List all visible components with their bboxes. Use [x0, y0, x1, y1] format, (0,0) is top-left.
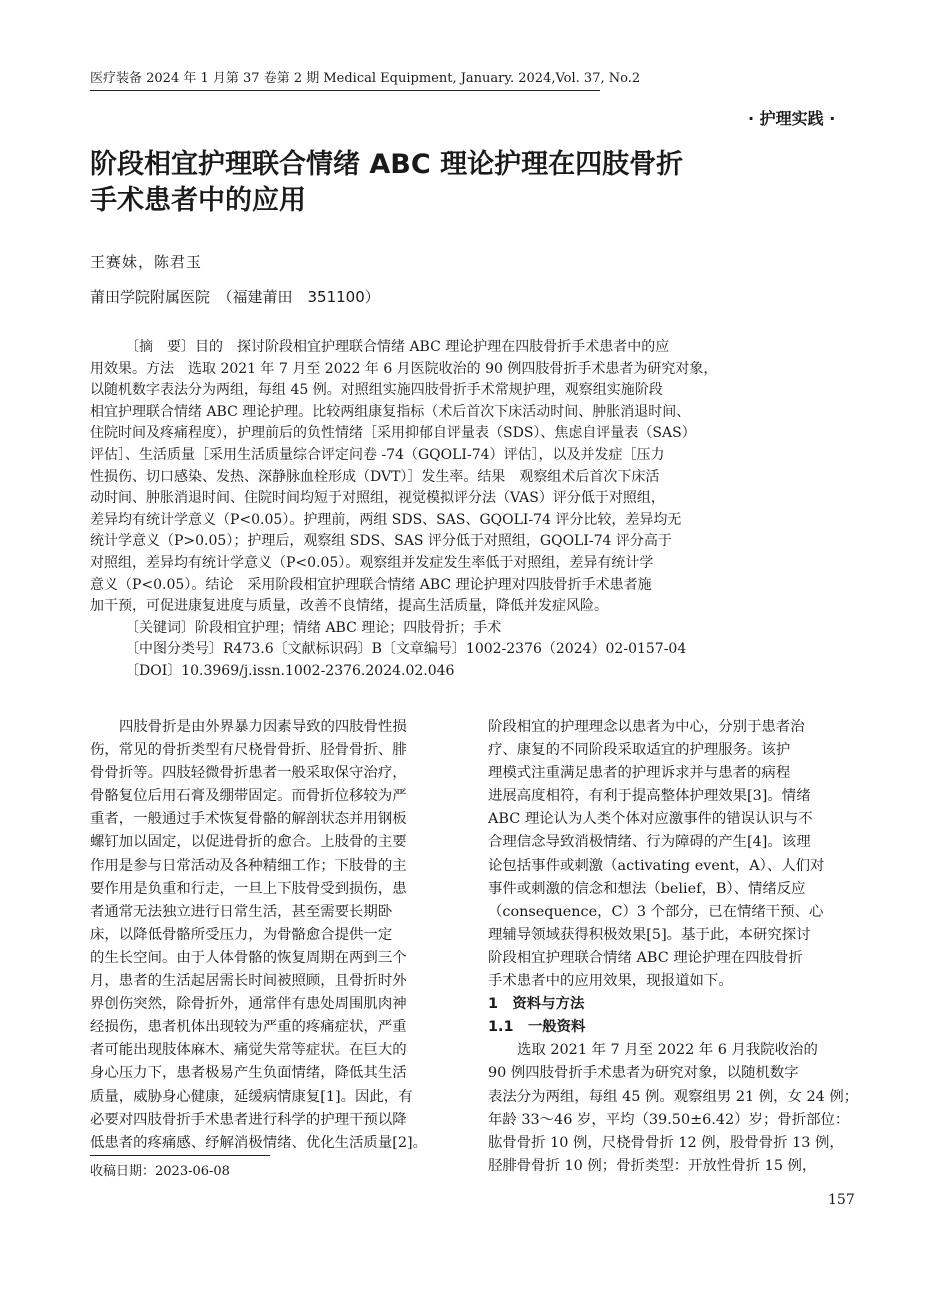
abstract-line: 统计学意义（P>0.05）；护理后，观察组 SDS、SAS 评分低于对照组，GQOLI-74 评分高于 [90, 533, 672, 550]
body-line: （consequence，C）3 个部分，已在情绪干预、心 [488, 903, 824, 920]
doi: 〔DOI〕10.3969/j.issn.1002-2376.2024.02.046 [125, 662, 455, 679]
body-line: 重者，一般通过手术恢复骨骼的解剖状态并用钢板 [90, 811, 407, 828]
body-line: 四肢骨折是由外界暴力因素导致的四肢骨性损 [119, 719, 407, 735]
abstract-line: 加干预，可促进康复进度与质量，改善不良情绪，提高生活质量，降低并发症风险。 [90, 598, 608, 615]
body-line: 月，患者的生活起居需长时间被照顾，且骨折时外 [90, 973, 407, 990]
journal-header: 医疗装备 2024 年 1 月第 37 卷第 2 期 Medical Equipment, January. 2024,Vol. 37, No.2 [90, 71, 641, 86]
body-line: 必要对四肢骨折手术患者进行科学的护理干预以降 [90, 1111, 407, 1128]
body-line: 疗、康复的不同阶段采取适宜的护理服务。该护 [488, 742, 791, 759]
header-rule [90, 90, 600, 91]
abstract-line: 〔摘 要〕目的 探讨阶段相宜护理联合情绪 ABC 理论护理在四肢骨折手术患者中的应 [125, 339, 670, 355]
body-line: 手术患者中的应用效果，现报道如下。 [488, 973, 733, 990]
body-line: 进展高度相符，有利于提高整体护理效果[3]。情绪 [488, 788, 811, 805]
body-line: 合理信念导致消极情绪、行为障碍的产生[4]。该理 [488, 834, 811, 851]
abstract-line: 用效果。方法 选取 2021 年 7 月至 2022 年 6 月医院收治的 90 例四肢骨折手术患者为研究对象， [90, 360, 718, 377]
body-line: 理辅导领域获得积极效果[5]。基于此，本研究探讨 [488, 926, 811, 943]
abstract-line: 住院时间及疼痛程度），护理前后的负性情绪［采用抑郁自评量表（SDS）、焦虑自评量表（SAS） [90, 425, 696, 442]
body-line: 经损伤，患者机体出现较为严重的疼痛症状，严重 [90, 1019, 407, 1036]
body-line: 界创伤突然，除骨折外，通常伴有患处周围肌肉神 [90, 996, 407, 1013]
body-line: 肱骨骨折 10 例，尺桡骨骨折 12 例，股骨骨折 13 例， [488, 1134, 844, 1151]
body-line: 选取 2021 年 7 月至 2022 年 6 月我院收治的 [517, 1042, 818, 1059]
body-line: 的生长空间。由于人体骨骼的恢复周期在两到三个 [90, 949, 407, 966]
abstract-line: 动时间、肿胀消退时间、住院时间均短于对照组，视觉模拟评分法（VAS）评分低于对照组， [90, 490, 665, 507]
abstract-line: 性损伤、切口感染、发热、深静脉血栓形成（DVT）］发生率。结果 观察组术后首次下床活 [90, 468, 660, 485]
affiliation: 莆田学院附属医院 （福建莆田 351100） [90, 288, 380, 306]
body-line: 表法分为两组，每组 45 例。观察组男 21 例，女 24 例； [488, 1088, 859, 1105]
body-line: 年龄 33～46 岁，平均（39.50±6.42）岁；骨折部位： [488, 1111, 850, 1128]
article-title [90, 147, 850, 219]
body-line: 低患者的疼痛感、纾解消极情绪、优化生活质量[2]。 [90, 1134, 427, 1151]
keywords: 〔关键词〕阶段相宜护理；情绪 ABC 理论；四肢骨折；手术 [125, 619, 502, 636]
page-number: 157 [828, 1192, 855, 1208]
body-line: 者可能出现肢体麻木、痛觉失常等症状。在巨大的 [90, 1042, 407, 1059]
body-column-left [90, 716, 465, 1155]
body-line: 理模式注重满足患者的护理诉求并与患者的病程 [488, 765, 791, 782]
body-line: 阶段相宜护理联合情绪 ABC 理论护理在四肢骨折 [488, 949, 803, 966]
abstract-line: 以随机数字表法分为两组，每组 45 例。对照组实施四肢骨折手术常规护理，观察组实施阶段 [90, 382, 663, 399]
abstract [90, 337, 860, 683]
body-line: 骨骼复位后用石膏及绷带固定。而骨折位移较为严 [90, 788, 407, 805]
title-line: 手术患者中的应用 [90, 185, 306, 216]
body-line: 床，以降低骨骼所受压力，为骨骼愈合提供一定 [90, 926, 393, 943]
subsection-heading: 1.1 一般资料 [488, 1019, 586, 1036]
footnote-rule [90, 1155, 270, 1156]
body-line: 螺钉加以固定，以促进骨折的愈合。上肢骨的主要 [90, 834, 407, 851]
body-line: 伤，常见的骨折类型有尺桡骨骨折、胫骨骨折、腓 [90, 742, 407, 759]
body-line: ABC 理论认为人类个体对应激事件的错误认识与不 [488, 811, 813, 828]
abstract-line: 相宜护理联合情绪 ABC 理论护理。比较两组康复指标（术后首次下床活动时间、肿胀消退时间、 [90, 403, 691, 420]
title-line: 阶段相宜护理联合情绪 ABC 理论护理在四肢骨折 [90, 149, 684, 180]
body-line: 骨骨折等。四肢轻微骨折患者一般采取保守治疗， [90, 765, 407, 782]
body-line: 90 例四肢骨折手术患者为研究对象，以随机数字 [488, 1065, 799, 1082]
body-line: 质量，威胁身心健康，延缓病情康复[1]。因此，有 [90, 1088, 413, 1105]
body-line: 胫腓骨骨折 10 例；骨折类型：开放性骨折 15 例， [488, 1157, 817, 1174]
body-line: 要作用是负重和行走，一旦上下肢骨受到损伤，患 [90, 880, 407, 897]
body-line: 事件或刺激的信念和想法（belief，B）、情绪反应 [488, 880, 806, 897]
abstract-line: 对照组，差异均有统计学意义（P<0.05）。观察组并发症发生率低于对照组，差异有统计学 [90, 554, 654, 571]
body-line: 身心压力下，患者极易产生负面情绪，降低其生活 [90, 1065, 407, 1082]
classification: 〔中图分类号〕R473.6〔文献标识码〕B〔文章编号〕1002-2376（2024）02-0157-04 [125, 641, 687, 658]
body-line: 者通常无法独立进行日常生活，甚至需要长期卧 [90, 903, 393, 920]
body-line: 阶段相宜的护理理念以患者为中心，分别于患者治 [488, 719, 805, 735]
section-heading: 1 资料与方法 [488, 996, 585, 1013]
body-column-right [488, 716, 863, 1178]
abstract-line: 差异均有统计学意义（P<0.05）。护理前，两组 SDS、SAS、GQOLI-74 评分比较，差异均无 [90, 511, 682, 528]
abstract-line: 意义（P<0.05）。结论 采用阶段相宜护理联合情绪 ABC 理论护理对四肢骨折手术患者施 [90, 576, 652, 593]
authors: 王赛妹，陈君玉 [90, 253, 203, 271]
body-line: 论包括事件或刺激（activating event，A）、人们对 [488, 857, 825, 874]
received-date: 收稿日期：2023-06-08 [90, 1164, 230, 1179]
section-tag: · 护理实践 · [748, 109, 836, 128]
body-line: 作用是参与日常活动及各种精细工作；下肢骨的主 [90, 857, 407, 874]
abstract-line: 评估］、生活质量［采用生活质量综合评定问卷 -74（GQOLI-74）评估］，以及并发症［压力 [90, 446, 665, 463]
